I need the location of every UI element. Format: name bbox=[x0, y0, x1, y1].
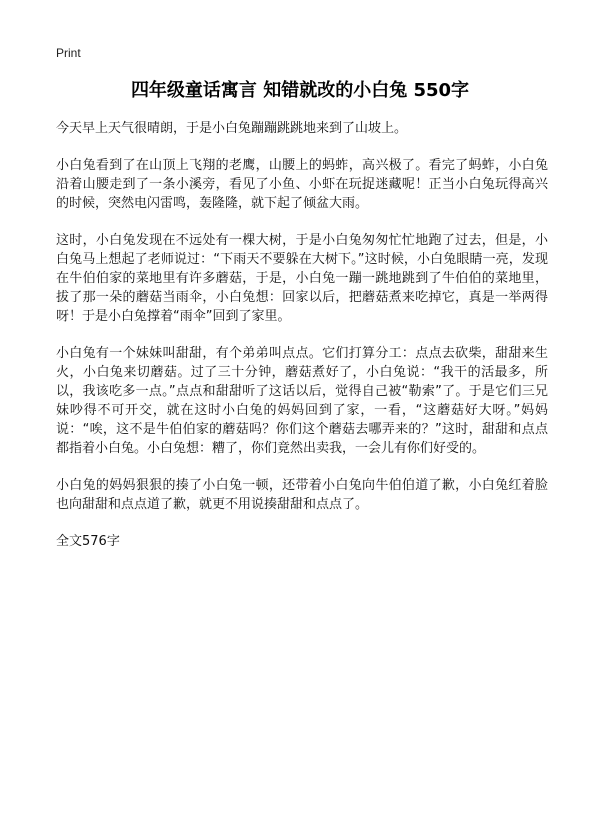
paragraph-3: 这时，小白兔发现在不远处有一棵大树，于是小白兔匆匆忙忙地跑了过去，但是，小白兔马上想起了老师说过：“下雨天不要躲在大树下。”这时候，小白兔眼睛一亮，发现在牛伯伯家的菜地里有许多蘑菇，于是，小白兔一蹦一跳地跳到了牛伯伯的菜地里，拔了那一朵的蘑菇当雨伞，小白兔想：回家以后，把蘑菇煮来吃掉它，真是一举两得呀！于是小白兔撑着“雨伞”回到了家里。 bbox=[56, 233, 548, 324]
article-title: 四年级童话寓言 知错就改的小白兔 550字 bbox=[130, 80, 470, 101]
paragraph-1: 今天早上天气很晴朗，于是小白兔蹦蹦跳跳地来到了山坡上。 bbox=[56, 121, 408, 136]
article-body bbox=[56, 119, 548, 551]
word-count: 全文576字 bbox=[56, 534, 120, 549]
paragraph-2: 小白兔看到了在山顶上飞翔的老鹰，山腰上的蚂蚱，高兴极了。看完了蚂蚱，小白兔沿着山腰走到了一条小溪旁，看见了小鱼、小虾在玩捉迷藏呢！正当小白兔玩得高兴的时候，突然电闪雷鸣，轰隆隆，就下起了倾盆大雨。 bbox=[56, 158, 548, 211]
print-link[interactable]: Print bbox=[56, 46, 81, 60]
paragraph-5: 小白兔的妈妈狠狠的揍了小白兔一顿，还带着小白兔向牛伯伯道了歉，小白兔红着脸也向甜甜和点点道了歉，就更不用说揍甜甜和点点了。 bbox=[56, 478, 548, 512]
paragraph-4: 小白兔有一个妹妹叫甜甜，有个弟弟叫点点。它们打算分工：点点去砍柴，甜甜来生火，小白兔来切蘑菇。过了三十分钟，蘑菇煮好了，小白兔说：“我干的活最多，所以，我该吃多一点。”点点和甜甜听了这话以后，觉得自己被“勒索”了。于是它们三兄妹吵得不可开交，就在这时小白兔的妈妈回到了家，一看，“这蘑菇好大呀。”妈妈说：“唉，这不是牛伯伯家的蘑菇吗？你们这个蘑菇去哪弄来的？”这时，甜甜和点点都指着小白兔。小白兔想：糟了，你们竟然出卖我，一会儿有你们好受的。 bbox=[56, 346, 548, 456]
